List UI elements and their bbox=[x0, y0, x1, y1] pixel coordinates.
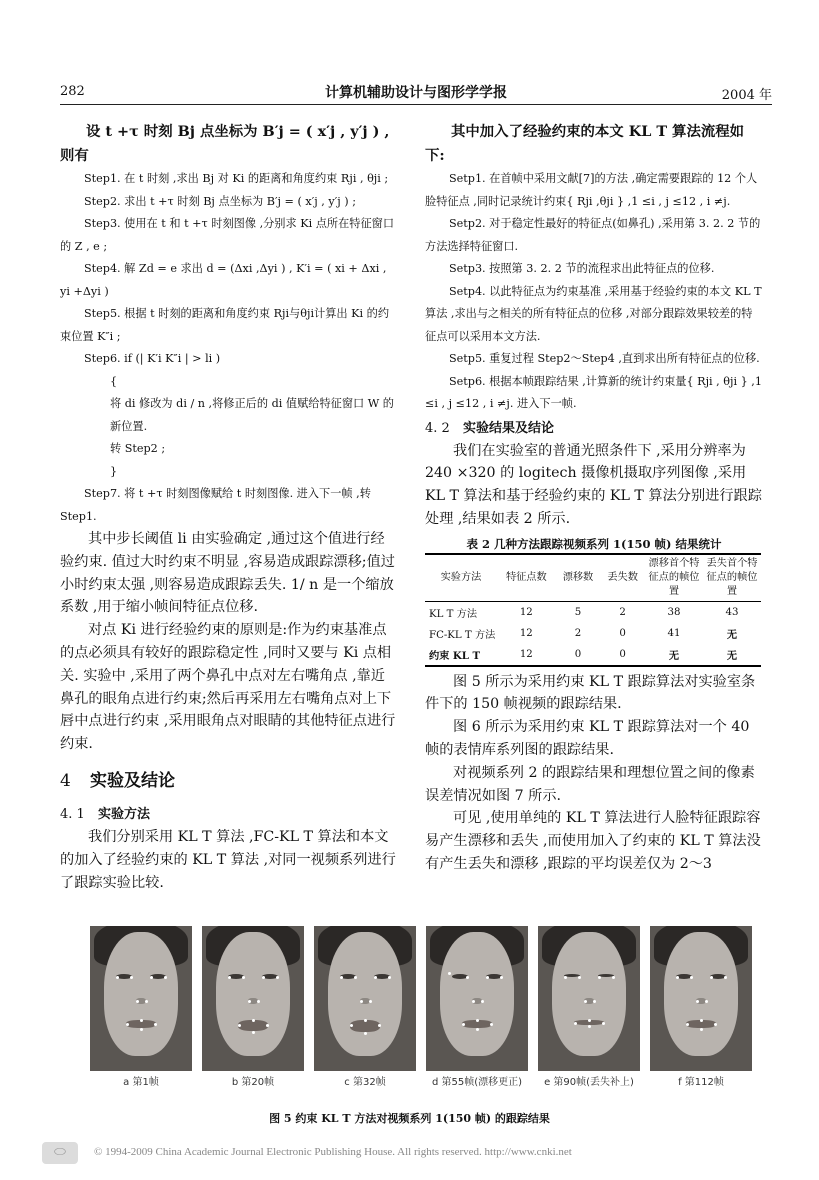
face-frame bbox=[314, 926, 416, 1071]
table-cell: 43 bbox=[725, 606, 739, 618]
section-number: 4 bbox=[60, 770, 71, 791]
paragraph: 对点 Ki 进行经验约束的原则是:作为约束基准点的点必须具有较好的跟踪稳定性 ,同时又要与 Ki 点相关. 实验中 ,采用了两个鼻孔中点对左右嘴角点 ,靠近鼻孔的眼角点进行约束;然后再采用左右嘴角点对上下唇中点进行约束 ,采用眼角点对眼睛的其他特征点进行约束. bbox=[60, 622, 396, 753]
table-row bbox=[425, 644, 761, 666]
table-cell: FC-KL T 方法 bbox=[429, 629, 496, 641]
table-cell: 38 bbox=[667, 606, 681, 618]
section-title: 实验及结论 bbox=[90, 770, 175, 791]
face-frame bbox=[202, 926, 304, 1071]
step-2: Step2. 求出 t +τ 时刻 Bj 点坐标为 B′j = ( x′j , y′j ) ; bbox=[84, 194, 356, 208]
subsection-heading bbox=[425, 418, 763, 440]
setp-6: Setp6. 根据本帧跟踪结果 ,计算新的统计约束量{ Rji , θji } ,1 ≤i , j ≤12 , i ≠j. 进入下一帧. bbox=[425, 374, 762, 410]
table-row bbox=[425, 601, 761, 623]
table-cell: 2 bbox=[574, 627, 582, 639]
setp-4: Setp4. 以此特征点为约束基准 ,采用基于经验约束的本文 KL T 算法 ,求出与之相关的所有特征点的位移 ,对部分跟踪效果较差的特征点可以采用本文方法. bbox=[425, 284, 762, 343]
section-heading bbox=[60, 768, 396, 794]
face-frame bbox=[650, 926, 752, 1071]
copyright-text: © 1994-2009 China Academic Journal Electronic Publishing House. All rights reserved. http://www.cnki.net bbox=[94, 1146, 572, 1158]
step-4: Step4. 解 Zd = e 求出 d = (Δxi ,Δyi ) , K′i = ( xi + Δxi , yi +Δyi ) bbox=[60, 262, 387, 298]
code-statement: 将 di 修改为 di / n ,将修正后的 di 值赋给特征窗口 W 的新位置. bbox=[110, 397, 394, 433]
cnki-logo-icon: ⬭ bbox=[42, 1142, 78, 1164]
subsection-number: 4. 1 bbox=[60, 806, 85, 822]
flow-intro: 其中加入了经验约束的本文 KL T 算法流程如下: bbox=[425, 123, 745, 164]
subsection-number: 4. 2 bbox=[425, 420, 450, 436]
table-cell: 约束 KL T bbox=[429, 649, 481, 662]
table-cell: 无 bbox=[726, 628, 738, 641]
code-open-brace: { bbox=[110, 374, 118, 388]
setp-2: Setp2. 对于稳定性最好的特征点(如鼻孔) ,采用第 3. 2. 2 节的方法选择特征窗口. bbox=[425, 217, 761, 253]
table-cell: 12 bbox=[519, 606, 533, 618]
table-cell: 41 bbox=[667, 627, 681, 639]
face-frame bbox=[538, 926, 640, 1071]
frame-label: e 第90帧(丢失补上) bbox=[544, 1077, 634, 1088]
page-header bbox=[60, 82, 772, 105]
frame-label: a 第1帧 bbox=[123, 1077, 159, 1088]
header-cell: 丢失数 bbox=[607, 571, 638, 583]
step-5: Step5. 根据 t 时刻的距离和角度约束 Rji与θji计算出 Ki 的约束位置 K″i ; bbox=[60, 307, 390, 343]
year: 2004 年 bbox=[721, 88, 772, 103]
paragraph: 我们在实验室的普通光照条件下 ,采用分辨率为 240 ×320 的 logitech 摄像机摄取序列图像 ,采用 KL T 算法和基于经验约束的 KL T 算法分别进行跟踪处理 ,结果如表 2 所示. bbox=[425, 442, 762, 527]
table-cell: 12 bbox=[519, 627, 533, 639]
subsection-title: 实验方法 bbox=[98, 806, 151, 822]
step-1: Step1. 在 t 时刻 ,求出 Bj 对 Ki 的距离和角度约束 Rji , θji ; bbox=[84, 172, 389, 185]
figure-caption: 图 5 约束 KL T 方法对视频系列 1(150 帧) 的跟踪结果 bbox=[269, 1112, 550, 1125]
results-table bbox=[425, 553, 761, 667]
paragraph: 图 5 所示为采用约束 KL T 跟踪算法对实验室条件下的 150 帧视频的跟踪结果. bbox=[425, 673, 756, 713]
table-cell: 2 bbox=[619, 606, 626, 618]
table-cell: 5 bbox=[574, 606, 582, 618]
code-goto: 转 Step2 ; bbox=[110, 442, 166, 455]
table-cell: 无 bbox=[668, 649, 680, 662]
table-cell: KL T 方法 bbox=[429, 608, 478, 620]
table-cell: 12 bbox=[519, 648, 533, 660]
code-close-brace: } bbox=[110, 464, 118, 478]
table-header-row bbox=[425, 554, 761, 602]
table-row bbox=[425, 623, 761, 644]
setp-3: Setp3. 按照第 3. 2. 2 节的流程求出此特征点的位移. bbox=[449, 262, 715, 275]
step-6: Step6. if (| K′i K″i | > li ) bbox=[84, 352, 221, 365]
header-cell: 实验方法 bbox=[440, 571, 482, 583]
frame-label: d 第55帧(漂移更正) bbox=[431, 1077, 523, 1088]
right-column bbox=[425, 120, 763, 876]
face-frame bbox=[90, 926, 192, 1071]
frame-label: c 第32帧 bbox=[344, 1077, 386, 1088]
page-number: 282 bbox=[60, 84, 85, 99]
journal-title: 计算机辅助设计与图形学学报 bbox=[325, 85, 507, 101]
footer bbox=[42, 1142, 782, 1166]
header-cell: 特征点数 bbox=[505, 571, 547, 583]
subsection-heading bbox=[60, 804, 396, 826]
table-caption: 表 2 几种方法跟踪视频系列 1(150 帧) 结果统计 bbox=[466, 536, 722, 551]
paragraph: 我们分别采用 KL T 算法 ,FC-KL T 算法和本文的加入了经验约束的 KL T 算法 ,对同一视频系列进行了跟踪实验比较. bbox=[60, 828, 396, 891]
paragraph: 其中步长阈值 li 由实验确定 ,通过这个值进行经验约束. 值过大时约束不明显 ,容易造成跟踪漂移;值过小时约束太强 ,则容易造成跟踪丢失. 1/ n 是一个缩放系数 ,用于缩小帧间特征点位移. bbox=[60, 531, 395, 616]
table-cell: 0 bbox=[619, 627, 626, 639]
frame-label: f 第112帧 bbox=[678, 1077, 724, 1088]
header-cell: 漂移首个特征点的帧位置 bbox=[648, 557, 700, 597]
frame-label: b 第20帧 bbox=[231, 1077, 275, 1088]
setp-5: Setp5. 重复过程 Step2～Step4 ,直到求出所有特征点的位移. bbox=[449, 352, 760, 365]
table-cell: 0 bbox=[574, 648, 582, 660]
table-cell: 无 bbox=[726, 649, 738, 662]
paragraph: 对视频系列 2 的跟踪结果和理想位置之间的像素误差情况如图 7 所示. bbox=[425, 764, 755, 804]
subsection-title: 实验结果及结论 bbox=[463, 420, 555, 436]
setp-1: Setp1. 在首帧中采用文献[7]的方法 ,确定需要跟踪的 12 个人脸特征点 ,同时记录统计约束{ Rji ,θji } ,1 ≤i , j ≤12 , i ≠j. bbox=[425, 172, 758, 208]
paragraph: 图 6 所示为采用约束 KL T 跟踪算法对一个 40 帧的表情库系列图的跟踪结果. bbox=[425, 719, 750, 759]
table-cell: 0 bbox=[619, 648, 626, 660]
step-7: Step7. 将 t +τ 时刻图像赋给 t 时刻图像. 进入下一帧 ,转 Step1. bbox=[60, 487, 371, 523]
face-frame bbox=[426, 926, 528, 1071]
paragraph: 可见 ,使用单纯的 KL T 算法进行人脸特征跟踪容易产生漂移和丢失 ,而使用加入了约束的 KL T 算法没有产生丢失和漂移 ,跟踪的平均误差仅为 2～3 bbox=[425, 810, 761, 873]
figure-5 bbox=[90, 926, 760, 1091]
header-cell: 漂移数 bbox=[562, 571, 594, 583]
header-cell: 丢失首个特征点的帧位置 bbox=[706, 557, 758, 597]
algorithm-intro: 设 t +τ 时刻 Bj 点坐标为 B′j = ( x′j , y′j ) ,则有 bbox=[60, 123, 390, 164]
step-3: Step3. 使用在 t 和 t +τ 时刻图像 ,分别求 Ki 点所在特征窗口的 Z , e ; bbox=[60, 217, 395, 253]
left-column bbox=[60, 120, 396, 894]
